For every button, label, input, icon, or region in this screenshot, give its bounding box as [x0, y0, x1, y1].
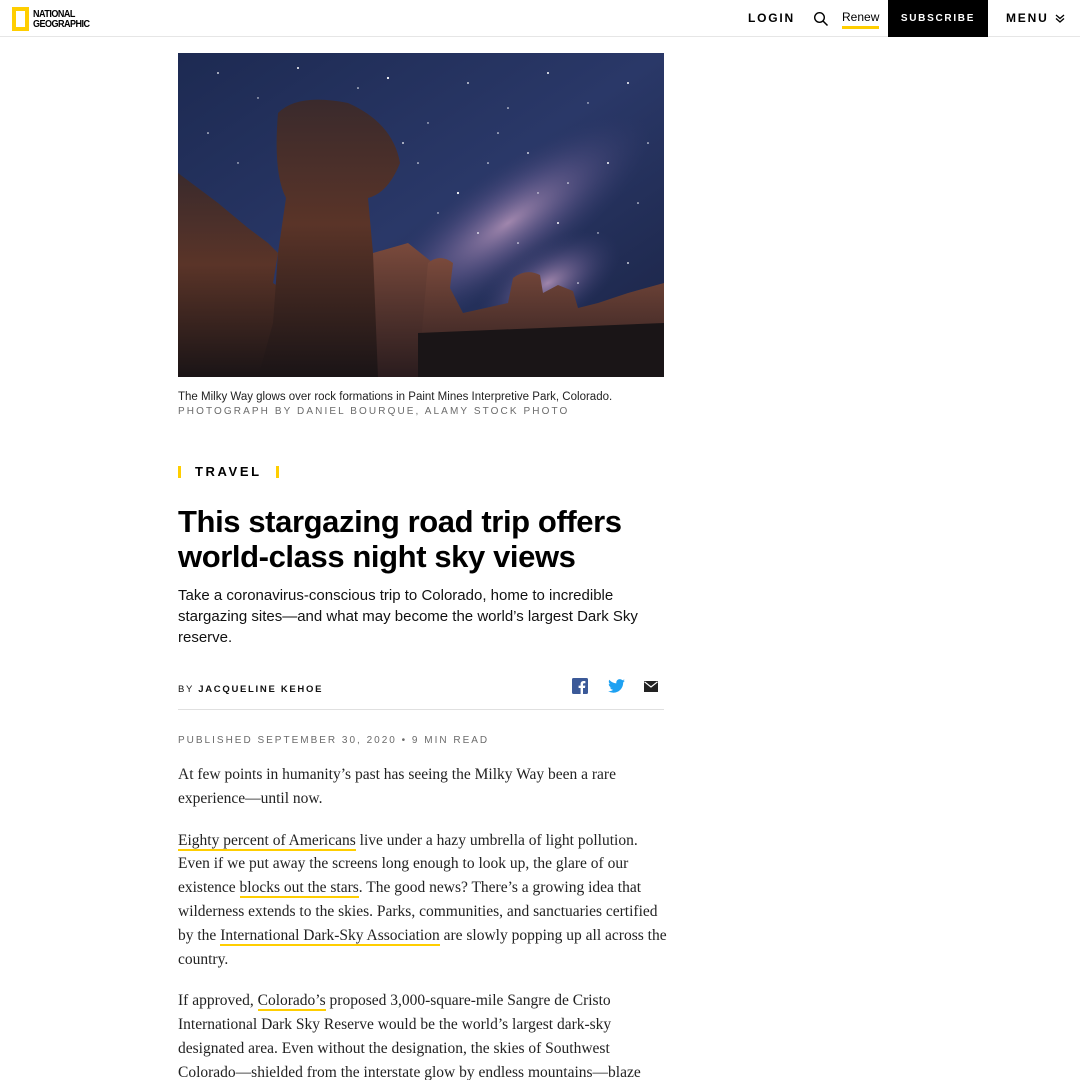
national-geographic-logo[interactable]	[12, 6, 99, 31]
search-icon[interactable]	[813, 11, 829, 27]
paragraph-3	[178, 989, 668, 1080]
logo-wordmark	[33, 9, 90, 29]
section-bar-left	[178, 466, 181, 478]
site-header	[0, 0, 1080, 37]
hero-photo-credit: PHOTOGRAPH BY DANIEL BOURQUE, ALAMY STOCK PHOTO	[178, 406, 570, 417]
link-eighty-percent[interactable]: Eighty percent of Americans	[178, 831, 356, 849]
p3-text-1: If approved,	[178, 992, 258, 1010]
paragraph-1: At few points in humanity’s past has seeing the Milky Way been a rare experience—until now.	[178, 766, 616, 807]
section-bar-right	[276, 466, 279, 478]
paragraph-2	[178, 829, 668, 972]
article-dek: Take a coronavirus-conscious trip to Colorado, home to incredible stargazing sites—and what may become the world’s largest Dark Sky reserve.	[178, 587, 638, 646]
article-headline: This stargazing road trip offers world-class night sky views	[178, 504, 622, 574]
hero-image-milky-way	[178, 53, 664, 377]
twitter-icon[interactable]	[607, 677, 625, 695]
hero-caption: The Milky Way glows over rock formations in Paint Mines Interpretive Park, Colorado.	[178, 391, 613, 403]
byline-prefix: BY	[178, 684, 194, 695]
menu-label: MENU	[1006, 11, 1049, 25]
logo-yellow-border-icon	[12, 7, 29, 31]
section-travel-link[interactable]: TRAVEL	[195, 464, 262, 479]
p3-text-2: proposed 3,000-square-mile Sangre de Cristo International Dark Sky Reserve would be the world’s largest dark-sky designated area. Even without the designation, the skies of Southwest Colorado—shielded from the interstate glow by endless mountains—blaze	[178, 992, 641, 1080]
p2-text-3: are slowly popping up all across the country.	[178, 926, 667, 968]
p2-text-1: live under a hazy umbrella of light pollution. Even if we put away the screens long enough to look up, the glare of our existence	[178, 831, 638, 897]
renew-link[interactable]: Renew	[842, 10, 879, 29]
link-colorado[interactable]: Colorado’s	[257, 992, 326, 1010]
chevron-down-icon	[1055, 14, 1065, 23]
login-link[interactable]: LOGIN	[748, 11, 795, 25]
email-icon[interactable]	[642, 677, 660, 695]
menu-button[interactable]	[1006, 11, 1065, 25]
p2-text-2: . The good news? There’s a growing idea that wilderness extends to the skies. Parks, communities, and sanctuaries certified by the	[178, 879, 658, 944]
subscribe-button[interactable]: SUBSCRIBE	[888, 0, 988, 37]
author-link[interactable]: JACQUELINE KEHOE	[198, 684, 324, 695]
link-blocks-out-stars[interactable]: blocks out the stars	[239, 879, 359, 897]
link-ida[interactable]: International Dark-Sky Association	[220, 926, 440, 944]
logo-line-2: GEOGRAPHIC	[33, 17, 90, 30]
published-date: PUBLISHED SEPTEMBER 30, 2020 • 9 MIN READ	[178, 735, 490, 746]
facebook-icon[interactable]	[571, 677, 589, 695]
article-body	[178, 763, 668, 1080]
byline-divider	[178, 709, 664, 710]
byline	[178, 684, 323, 695]
section-label[interactable]	[178, 464, 279, 479]
logo-line-1: NATIONAL	[33, 7, 75, 20]
